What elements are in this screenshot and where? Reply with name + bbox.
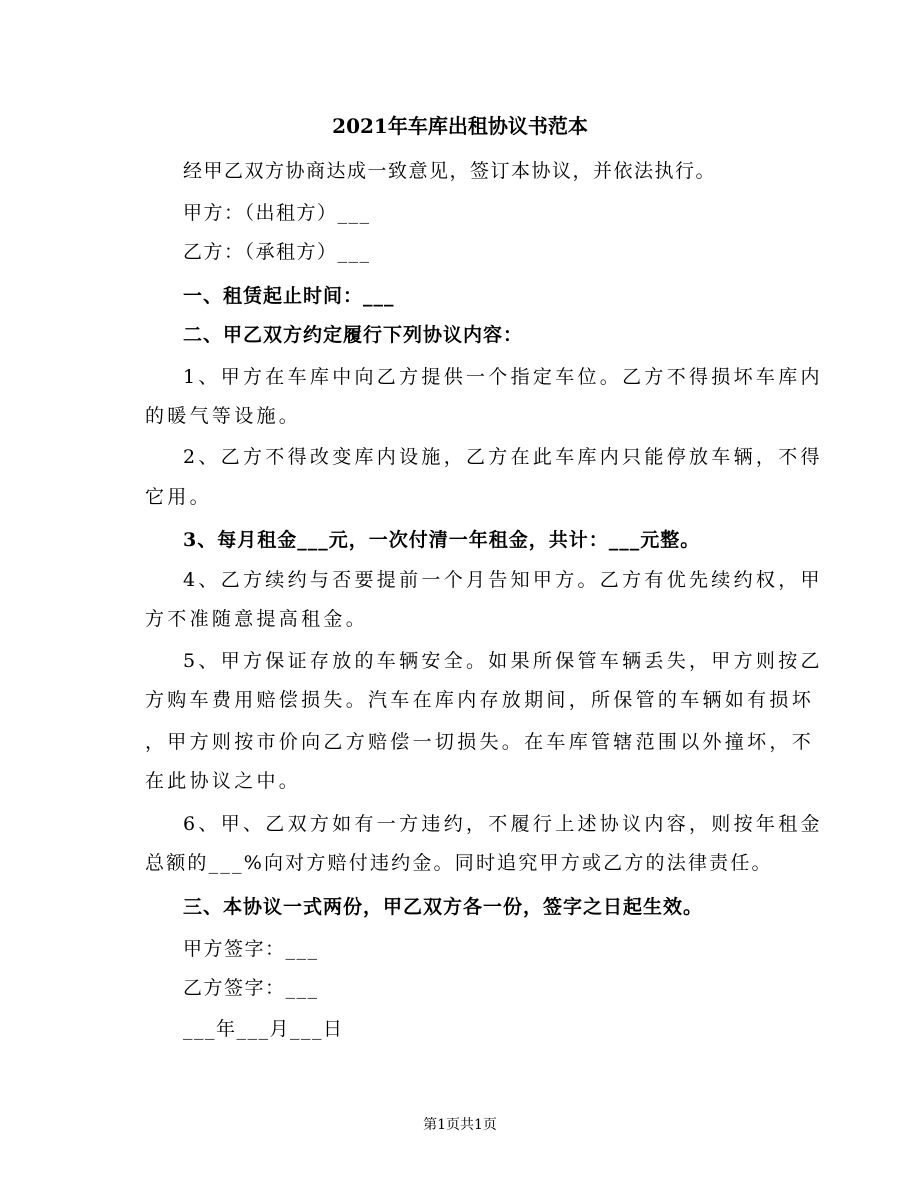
item-5-line-2: 方购车费用赔偿损失。汽车在库内存放期间，所保管的车辆如有损坏 xyxy=(145,689,815,711)
page-footer: 第1页共1页 xyxy=(423,1117,497,1133)
section-1-heading: 一、租赁起止时间：___ xyxy=(183,285,395,307)
party-a-line: 甲方：（出租方）___ xyxy=(183,202,371,224)
item-1-line-2: 的暖气等设施。 xyxy=(145,405,302,427)
section-3-heading: 三、本协议一式两份，甲乙双方各一份，签字之日起生效。 xyxy=(183,896,704,918)
signature-b-line: 乙方签字：___ xyxy=(183,977,319,999)
party-b-line: 乙方：（承租方）___ xyxy=(183,241,371,263)
item-2-line-1: 2、乙方不得改变库内设施，乙方在此车库内只能停放车辆，不得 xyxy=(183,446,823,468)
item-5-line-3: ，甲方则按市价向乙方赔偿一切损失。在车库管辖范围以外撞坏，不 xyxy=(145,731,815,753)
item-4-line-2: 方不准随意提高租金。 xyxy=(145,608,369,630)
item-6-line-2: 总额的___%向对方赔付违约金。同时追究甲方或乙方的法律责任。 xyxy=(145,852,773,874)
signature-a-line: 甲方签字：___ xyxy=(183,938,319,960)
date-line: ___年___月___日 xyxy=(183,1018,344,1040)
item-5-line-4: 在此协议之中。 xyxy=(145,770,302,792)
item-5-line-1: 5、甲方保证存放的车辆安全。如果所保管车辆丢失，甲方则按乙 xyxy=(183,650,823,672)
document-title: 2021年车库出租协议书范本 xyxy=(332,114,588,138)
item-3-line: 3、每月租金___元，一次付清一年租金，共计：___元整。 xyxy=(183,529,701,551)
intro-paragraph: 经甲乙双方协商达成一致意见，签订本协议，并依法执行。 xyxy=(183,160,717,182)
item-2-line-2: 它用。 xyxy=(145,486,212,508)
item-1-line-1: 1、甲方在车库中向乙方提供一个指定车位。乙方不得损坏车库内 xyxy=(183,366,823,388)
section-2-heading: 二、甲乙双方约定履行下列协议内容： xyxy=(183,324,524,346)
item-4-line-1: 4、乙方续约与否要提前一个月告知甲方。乙方有优先续约权，甲 xyxy=(183,569,823,591)
item-6-line-1: 6、甲、乙双方如有一方违约，不履行上述协议内容，则按年租金 xyxy=(183,813,823,835)
